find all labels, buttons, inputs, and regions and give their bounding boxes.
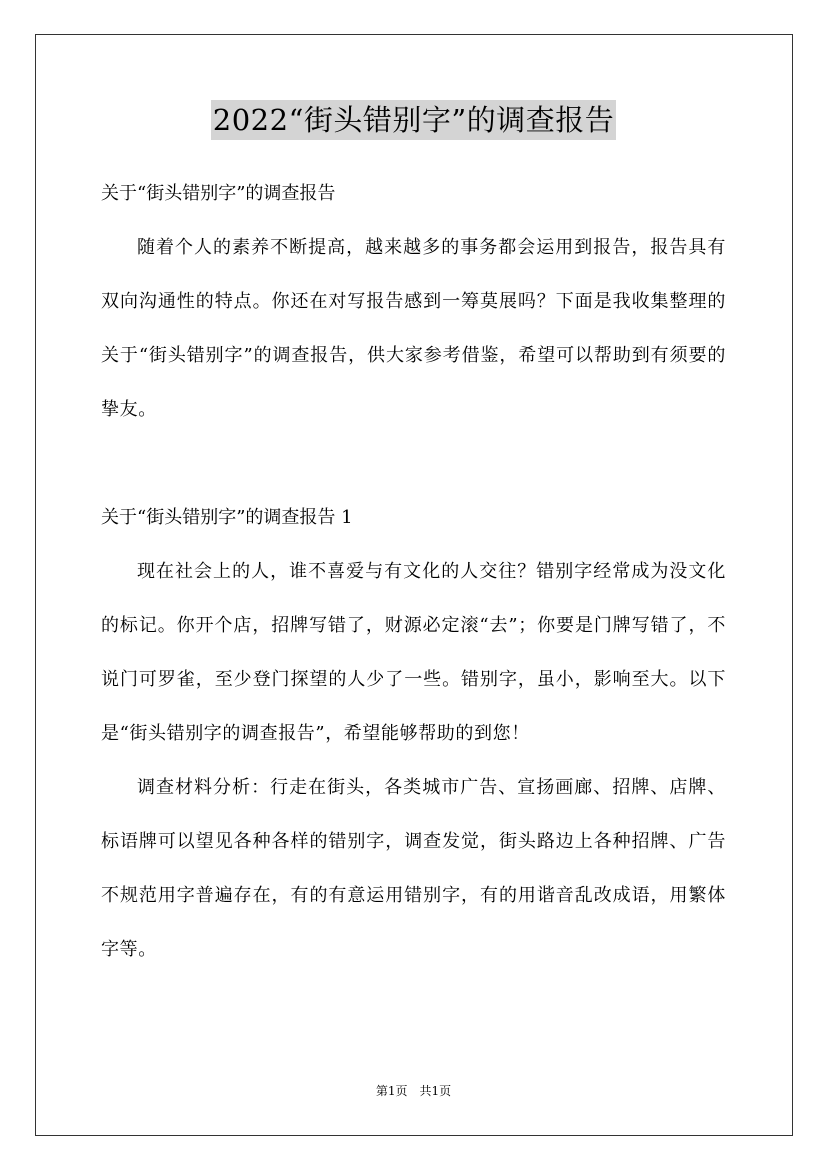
- title-container: [0, 100, 827, 140]
- section-1-paragraph-1: 现在社会上的人，谁不喜爱与有文化的人交往？错别字经常成为没文化的标记。你开个店，招牌写错了，财源必定滚“去”；你要是门牌写错了，不说门可罗雀，至少登门探望的人少了一些。错别字，虽小，影响至大。以下是“街头错别字的调查报告”，希望能够帮助的到您！: [101, 561, 726, 744]
- intro-paragraph: 随着个人的素养不断提高，越来越多的事务都会运用到报告，报告具有双向沟通性的特点。你还在对写报告感到一筹莫展吗？下面是我收集整理的关于“街头错别字”的调查报告，供大家参考借鉴，希望可以帮助到有须要的挚友。: [101, 237, 726, 420]
- intro-heading: 关于“街头错别字”的调查报告: [101, 183, 336, 204]
- section-1-heading: 关于“街头错别字”的调查报告 1: [101, 507, 353, 528]
- section-spacer: [101, 437, 726, 491]
- document-body: [101, 167, 726, 977]
- section-1-paragraph-2: 调查材料分析：行走在街头，各类城市广告、宣扬画廊、招牌、店牌、标语牌可以望见各种各样的错别字，调查发觉，街头路边上各种招牌、广告不规范用字普遍存在，有的有意运用错别字，有的用谐音乱改成语，用繁体字等。: [101, 777, 726, 960]
- document-title: 2022“街头错别字”的调查报告: [211, 100, 616, 140]
- page-footer: 第1页 共1页: [375, 1084, 452, 1098]
